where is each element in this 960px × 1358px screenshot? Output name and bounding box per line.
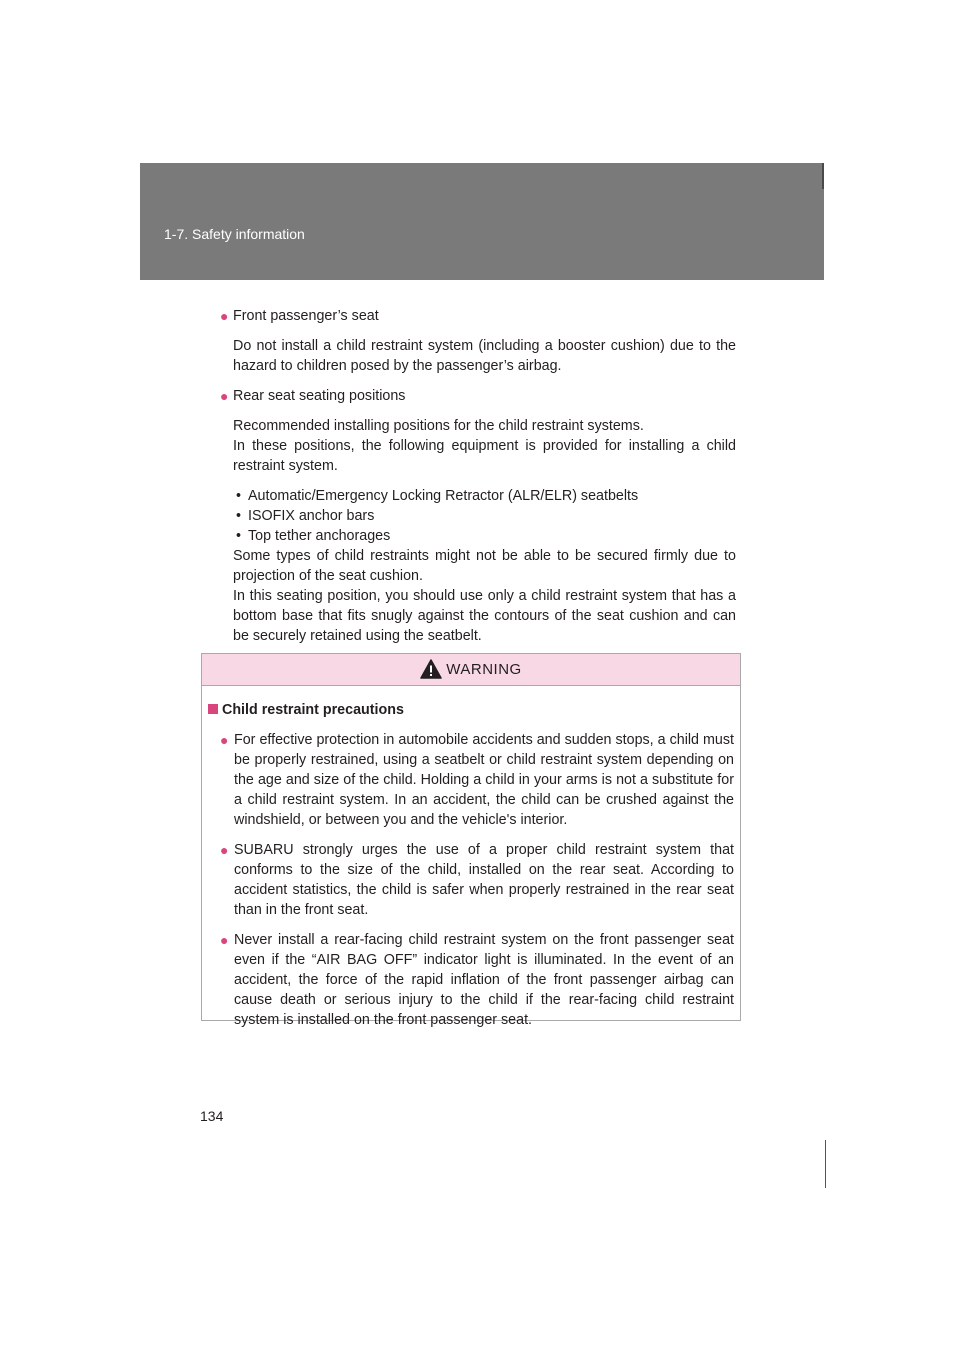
section-header: [140, 163, 824, 280]
bullet-dot-icon: ●: [220, 932, 229, 948]
section-title: 1-7. Safety information: [164, 226, 305, 242]
corner-mark: [822, 163, 824, 189]
equipment-item: • Top tether anchorages: [236, 528, 391, 544]
warning-item: ● SUBARU strongly urges the use of a proper child restraint system that conforms to the size of the child, installed on the rear seat. According to accident statistics, the child is safer when properly restrained in the rear seat than in the front seat.: [220, 842, 734, 918]
bullet-dot-icon: ●: [220, 388, 229, 404]
side-margin-line: [825, 1140, 826, 1188]
warning-header: [202, 654, 740, 686]
warning-section-title: Child restraint precautions: [208, 700, 734, 720]
warning-body: [202, 686, 740, 1030]
bullet-label: Front passenger’s seat: [233, 308, 379, 324]
bullet-dot-icon: ●: [220, 308, 229, 324]
page-number: 134: [200, 1108, 224, 1124]
warning-item: ● For effective protection in automobile accidents and sudden stops, a child must be properly restrained, using a seatbelt or child restraint system depending on the age and size of the child. Holding a child in your arms is not a substitute for a child restraint system. In an accident, the child can be crushed against the windshield, or between you and the vehicle's interior.: [220, 732, 734, 828]
equipment-item: • Automatic/Emergency Locking Retractor (ALR/ELR) seatbelts: [236, 488, 639, 504]
main-content: [220, 306, 736, 646]
rear-seat-line4: In this seating position, you should use only a child restraint system that has a bottom base that fits snugly against the contours of the seat cushion and can be securely retained using the seatbelt.: [233, 588, 736, 644]
bullet-dot-icon: ●: [220, 732, 229, 748]
warning-item: ● Never install a rear-facing child restraint system on the front passenger seat even if the “AIR BAG OFF” indicator light is illuminated. In the event of an accident, the force of the rapid inflation of the front passenger airbag can cause death or serious injury to the child if the rear-facing child restraint system is installed on the front passenger seat.: [220, 932, 734, 1028]
small-bullet-icon: •: [236, 488, 242, 504]
square-bullet-icon: [208, 704, 218, 714]
small-bullet-icon: •: [236, 508, 242, 524]
warning-box: [201, 653, 741, 1028]
rear-seat-line2: In these positions, the following equipment is provided for installing a child restraint system.: [233, 438, 736, 474]
warning-title: WARNING: [446, 660, 522, 678]
rear-seat-line1: Recommended installing positions for the child restraint systems.: [233, 418, 644, 434]
rear-seat-line3: Some types of child restraints might not be able to be secured firmly due to projection of the seat cushion.: [233, 548, 736, 584]
bullet-label: Rear seat seating positions: [233, 388, 406, 404]
bullet-dot-icon: ●: [220, 842, 229, 858]
equipment-item: • ISOFIX anchor bars: [236, 508, 375, 524]
front-seat-text: Do not install a child restraint system (including a booster cushion) due to the hazard to children posed by the passenger’s airbag.: [233, 338, 736, 374]
small-bullet-icon: •: [236, 528, 242, 544]
warning-triangle-icon: [420, 659, 442, 679]
bullet-rear-seat: [220, 386, 736, 406]
bullet-front-seat: [220, 306, 736, 326]
